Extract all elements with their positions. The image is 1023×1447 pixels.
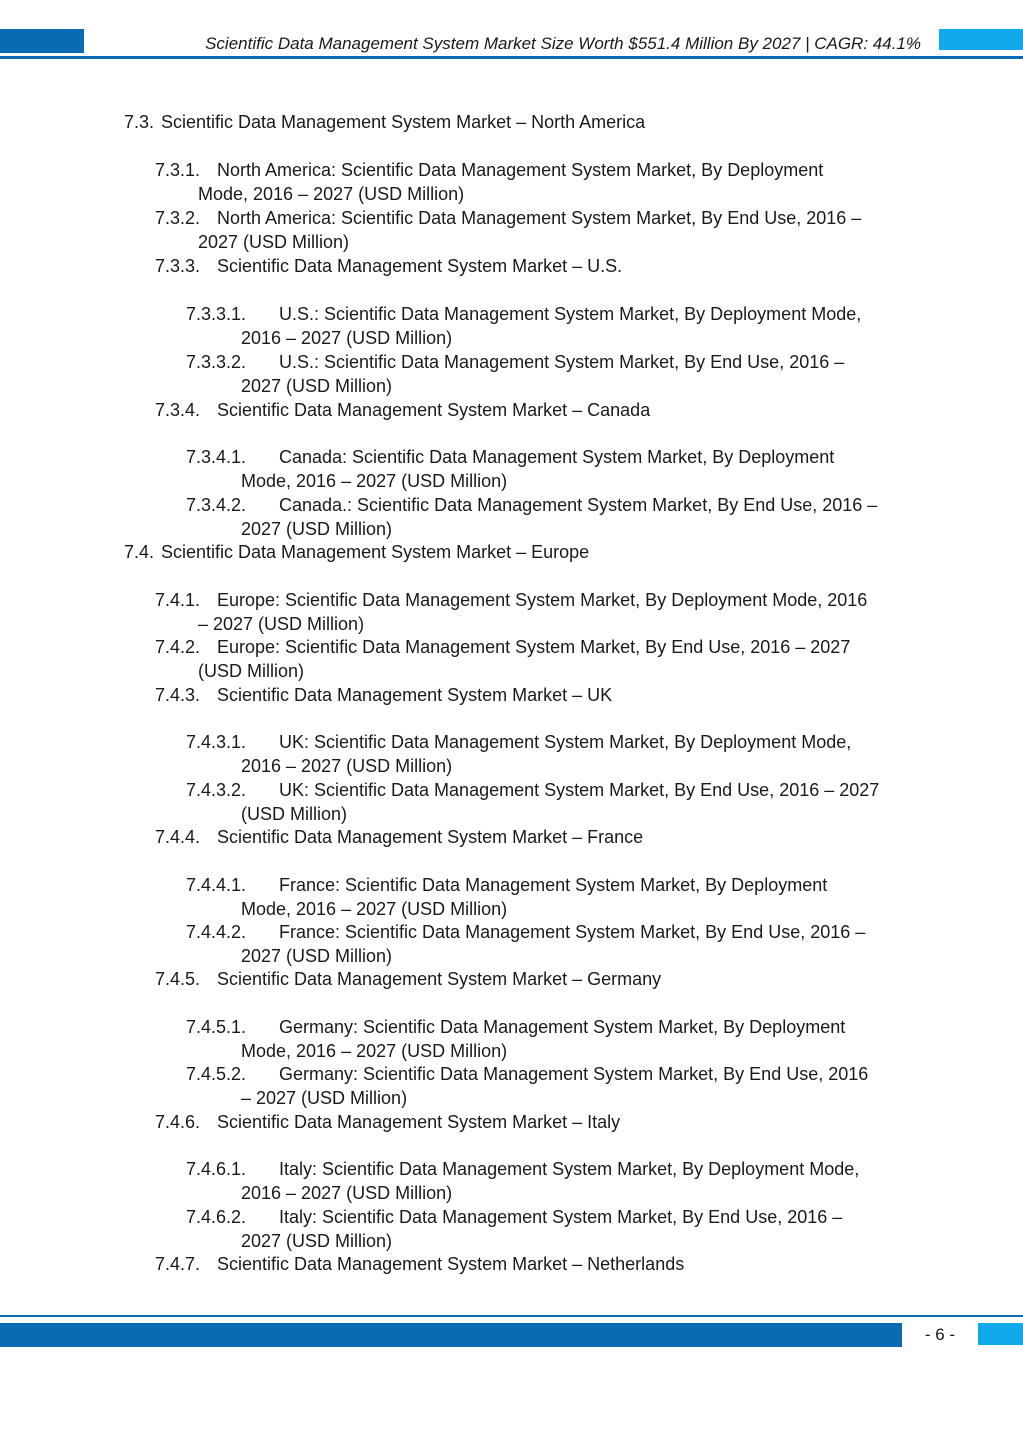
toc-entry-title: Europe: Scientific Data Management System Market, By Deployment Mode, 2016 [217, 590, 868, 610]
toc-entry-title: Scientific Data Management System Market – Europe [161, 542, 590, 562]
toc-entry[interactable] [0, 683, 1023, 707]
toc-entry-number: 7.4.6. [155, 1112, 201, 1132]
toc-entry[interactable] [0, 873, 1023, 921]
toc-entry-title: Scientific Data Management System Market – Canada [217, 400, 651, 420]
toc-entry[interactable] [0, 635, 1023, 683]
toc-entry-title: Scientific Data Management System Market – UK [217, 685, 613, 705]
toc-entry-number: 7.4. [124, 542, 155, 562]
toc-entry[interactable] [0, 254, 1023, 278]
header-title: Scientific Data Management System Market Size Worth $551.4 Million By 2027 | CAGR: 44.1% [205, 34, 921, 53]
toc-entry-title-cont: 2027 (USD Million) [241, 376, 393, 396]
toc-entry-number: 7.3. [124, 112, 155, 132]
toc-entry-number: 7.3.3.1. [186, 304, 247, 324]
footer-accent-right [978, 1323, 1023, 1345]
toc-entry-title-cont: Mode, 2016 – 2027 (USD Million) [241, 899, 508, 919]
toc-entry-title: Europe: Scientific Data Management System Market, By End Use, 2016 – 2027 [217, 637, 851, 657]
toc-entry[interactable] [0, 493, 1023, 541]
toc-entry-title-cont: Mode, 2016 – 2027 (USD Million) [198, 184, 465, 204]
toc-entry-title-cont: – 2027 (USD Million) [241, 1088, 408, 1108]
toc-entry-number: 7.4.4.2. [186, 922, 247, 942]
toc-entry-title: Italy: Scientific Data Management System Market, By End Use, 2016 – [279, 1207, 843, 1227]
toc-entry-title: U.S.: Scientific Data Management System Market, By End Use, 2016 – [279, 352, 845, 372]
toc-entry-title: Scientific Data Management System Market – Germany [217, 969, 662, 989]
toc-entry-number: 7.3.1. [155, 160, 201, 180]
toc-entry[interactable] [0, 967, 1023, 991]
toc-entry-title: Canada: Scientific Data Management System Market, By Deployment [279, 447, 835, 467]
toc-entry-title: Scientific Data Management System Market – Netherlands [217, 1254, 685, 1274]
toc-entry-number: 7.4.5.1. [186, 1017, 247, 1037]
toc-entry-title-cont: (USD Million) [198, 661, 305, 681]
toc-entry-title: France: Scientific Data Management System Market, By End Use, 2016 – [279, 922, 866, 942]
toc-entry-number: 7.4.1. [155, 590, 201, 610]
toc-entry-title-cont: 2016 – 2027 (USD Million) [241, 1183, 453, 1203]
toc-entry-number: 7.3.4. [155, 400, 201, 420]
toc-entry[interactable] [0, 1015, 1023, 1063]
toc-entry-title-cont: 2027 (USD Million) [241, 1231, 393, 1251]
toc-entry-number: 7.4.5. [155, 969, 201, 989]
toc-entry-number: 7.4.3.1. [186, 732, 247, 752]
toc-entry-number: 7.4.5.2. [186, 1064, 247, 1084]
toc-entry[interactable] [0, 1205, 1023, 1253]
toc-entry-title-cont: Mode, 2016 – 2027 (USD Million) [241, 1041, 508, 1061]
toc-entry-title: Scientific Data Management System Market – France [217, 827, 644, 847]
toc-entry-title: France: Scientific Data Management System Market, By Deployment [279, 875, 828, 895]
header-rule [0, 56, 1023, 59]
toc-entry-title: Scientific Data Management System Market – North America [161, 112, 646, 132]
toc-entry-title-cont: 2016 – 2027 (USD Million) [241, 756, 453, 776]
toc-entry-title: U.S.: Scientific Data Management System Market, By Deployment Mode, [279, 304, 862, 324]
footer-accent-bar [0, 1323, 902, 1347]
toc-entry-number: 7.3.3. [155, 256, 201, 276]
toc-entry[interactable] [0, 206, 1023, 254]
toc-entry-title: North America: Scientific Data Management System Market, By End Use, 2016 – [217, 208, 862, 228]
toc-entry[interactable] [0, 825, 1023, 849]
toc-entry-title-cont: 2016 – 2027 (USD Million) [241, 328, 453, 348]
toc-entry[interactable] [0, 158, 1023, 206]
toc-entry[interactable] [0, 302, 1023, 350]
toc-entry-number: 7.3.2. [155, 208, 201, 228]
toc-entry-title-cont: 2027 (USD Million) [241, 519, 393, 539]
toc-entry[interactable] [0, 445, 1023, 493]
toc-entry-number: 7.4.4.1. [186, 875, 247, 895]
page-number: - 6 - [924, 1325, 956, 1344]
toc-entry-title: Germany: Scientific Data Management System Market, By End Use, 2016 [279, 1064, 869, 1084]
toc-entry[interactable] [0, 730, 1023, 778]
toc-entry-title: UK: Scientific Data Management System Market, By Deployment Mode, [279, 732, 852, 752]
header-accent-left [0, 29, 84, 53]
toc-entry-number: 7.3.3.2. [186, 352, 247, 372]
toc-entry-number: 7.4.4. [155, 827, 201, 847]
toc-entry-number: 7.3.4.2. [186, 495, 247, 515]
toc-entry-title: Canada.: Scientific Data Management System Market, By End Use, 2016 – [279, 495, 878, 515]
toc-entry[interactable] [0, 350, 1023, 398]
toc-entry[interactable] [0, 398, 1023, 422]
toc-entry[interactable] [0, 1062, 1023, 1110]
toc-entry-title-cont: Mode, 2016 – 2027 (USD Million) [241, 471, 508, 491]
toc-entry-title: Scientific Data Management System Market – U.S. [217, 256, 623, 276]
footer-rule [0, 1315, 1023, 1317]
toc-entry-title: Scientific Data Management System Market – Italy [217, 1112, 621, 1132]
toc-entry-number: 7.4.3. [155, 685, 201, 705]
toc-entry[interactable] [0, 1157, 1023, 1205]
toc-entry-title-cont: (USD Million) [241, 804, 348, 824]
toc-entry-title: UK: Scientific Data Management System Market, By End Use, 2016 – 2027 [279, 780, 880, 800]
toc-entry[interactable] [0, 1252, 1023, 1276]
toc-entry-number: 7.4.6.2. [186, 1207, 247, 1227]
toc-entry-number: 7.4.7. [155, 1254, 201, 1274]
toc-entry[interactable] [0, 1110, 1023, 1134]
toc-entry-number: 7.3.4.1. [186, 447, 247, 467]
toc-entry-number: 7.4.6.1. [186, 1159, 247, 1179]
toc-entry-title-cont: 2027 (USD Million) [198, 232, 350, 252]
toc-entry-title-cont: – 2027 (USD Million) [198, 614, 365, 634]
toc-entry-title: North America: Scientific Data Management System Market, By Deployment [217, 160, 824, 180]
toc-entry-number: 7.4.2. [155, 637, 201, 657]
toc-entry-title-cont: 2027 (USD Million) [241, 946, 393, 966]
toc-entry-title: Italy: Scientific Data Management System Market, By Deployment Mode, [279, 1159, 860, 1179]
toc-entry[interactable] [0, 588, 1023, 636]
toc-entry-number: 7.4.3.2. [186, 780, 247, 800]
toc-entry[interactable] [0, 920, 1023, 968]
header-accent-right [939, 29, 1023, 50]
toc-entry-title: Germany: Scientific Data Management System Market, By Deployment [279, 1017, 846, 1037]
toc-entry[interactable] [0, 778, 1023, 826]
